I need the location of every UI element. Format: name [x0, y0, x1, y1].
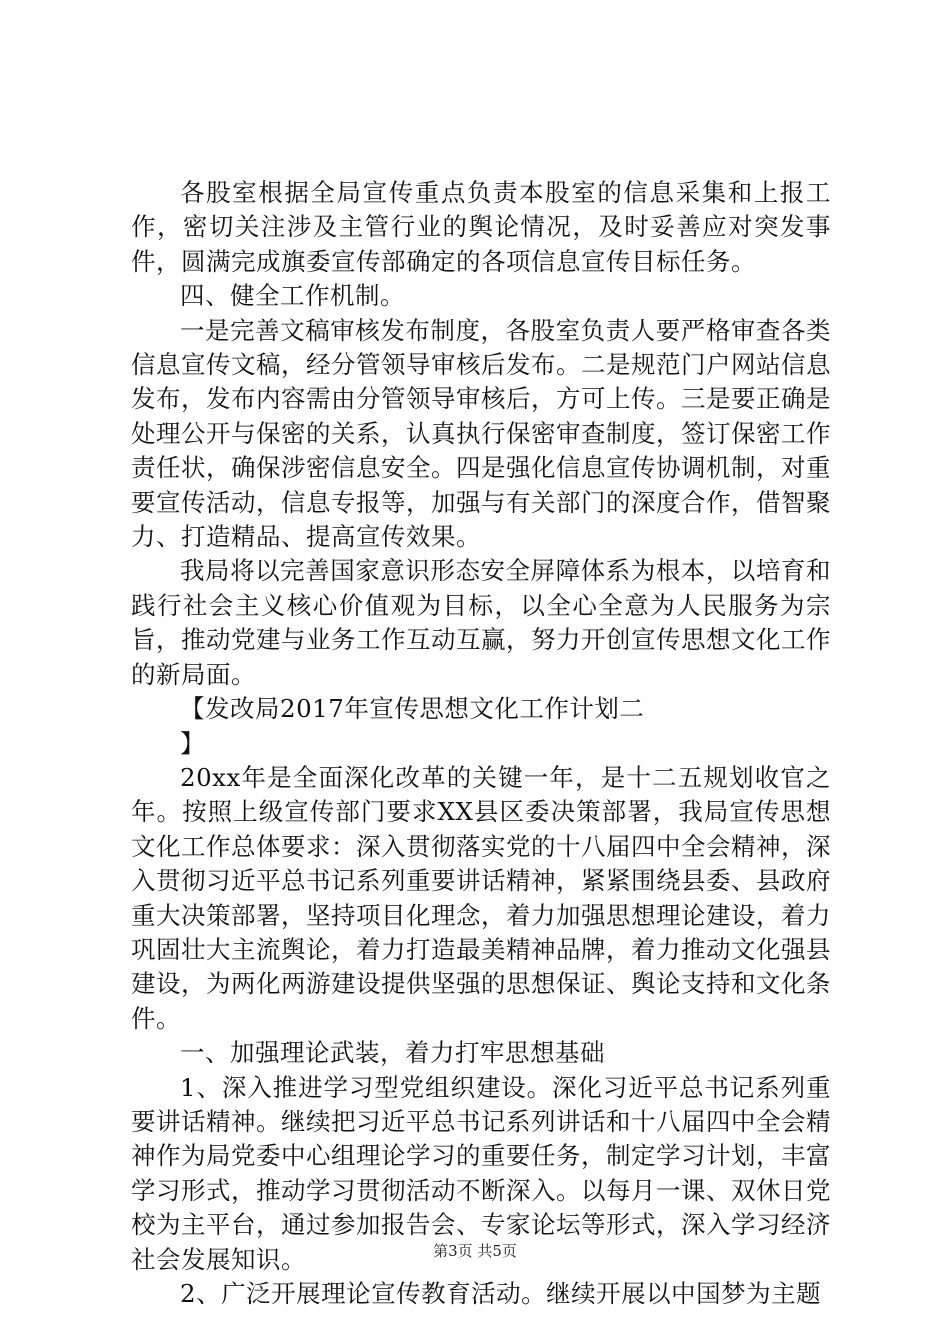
section-heading-theory: 一、加强理论武装，着力打牢思想基础 — [180, 1038, 605, 1068]
paragraph-overall-requirements: 20xx年是全面深化改革的关键一年，是十二五规划收官之年。按照上级宣传部门要求XX县区委决策部署，我局宣传思想文化工作总体要求：深入贯彻落实党的十八届四中全会精神，深入贯彻习近平总书记系列重要讲话精神，紧紧围绕县委、县政府重大决策部署，坚持项目化理念，着力加强思想理论建设，着力巩固壮大主流舆论，着力打造最美精神品牌，着力推动文化强县建设，为两化两游建设提供坚强的思想保证、舆论支持和文化条件。 — [131, 762, 831, 1033]
page-number-footer: 第3页 共5页 — [433, 1242, 517, 1260]
plan-two-title-close: 】 — [180, 728, 205, 758]
section-heading-mechanism: 四、健全工作机制。 — [180, 281, 405, 311]
document-body — [131, 176, 831, 1311]
paragraph-learning-organization: 1、深入推进学习型党组织建设。深化习近平总书记系列重要讲话精神。继续把习近平总书记系列讲话和十八届四中全会精神作为局党委中心组理论学习的重要任务，制定学习计划，丰富学习形式，推动学习贯彻活动不断深入。以每月一课、双休日党校为主平台，通过参加报告会、专家论坛等形式，深入学习经济社会发展知识。 — [131, 1072, 831, 1274]
plan-two-title: 【发改局2017年宣传思想文化工作计划二 — [180, 694, 645, 724]
paragraph-conclusion: 我局将以完善国家意识形态安全屏障体系为根本，以培育和践行社会主义核心价值观为目标，以全心全意为人民服务为宗旨，推动党建与业务工作互动互赢，努力开创宣传思想文化工作的新局面。 — [131, 556, 831, 689]
paragraph-theory-education: 2、广泛开展理论宣传教育活动。继续开展以中国梦为主题 — [180, 1279, 822, 1308]
paragraph-review-system: 一是完善文稿审核发布制度，各股室负责人要严格审查各类信息宣传文稿，经分管领导审核后发布。二是规范门户网站信息发布，发布内容需由分管领导审核后，方可上传。三是要正确是处理公开与保密的关系，认真执行保密审查制度，签订保密工作责任状，确保涉密信息安全。四是强化信息宣传协调机制，对重要宣传活动，信息专报等，加强与有关部门的深度合作，借智聚力、打造精品、提高宣传效果。 — [131, 315, 831, 552]
paragraph-info-collection: 各股室根据全局宣传重点负责本股室的信息采集和上报工作，密切关注涉及主管行业的舆论情况，及时妥善应对突发事件，圆满完成旗委宣传部确定的各项信息宣传目标任务。 — [131, 178, 831, 276]
